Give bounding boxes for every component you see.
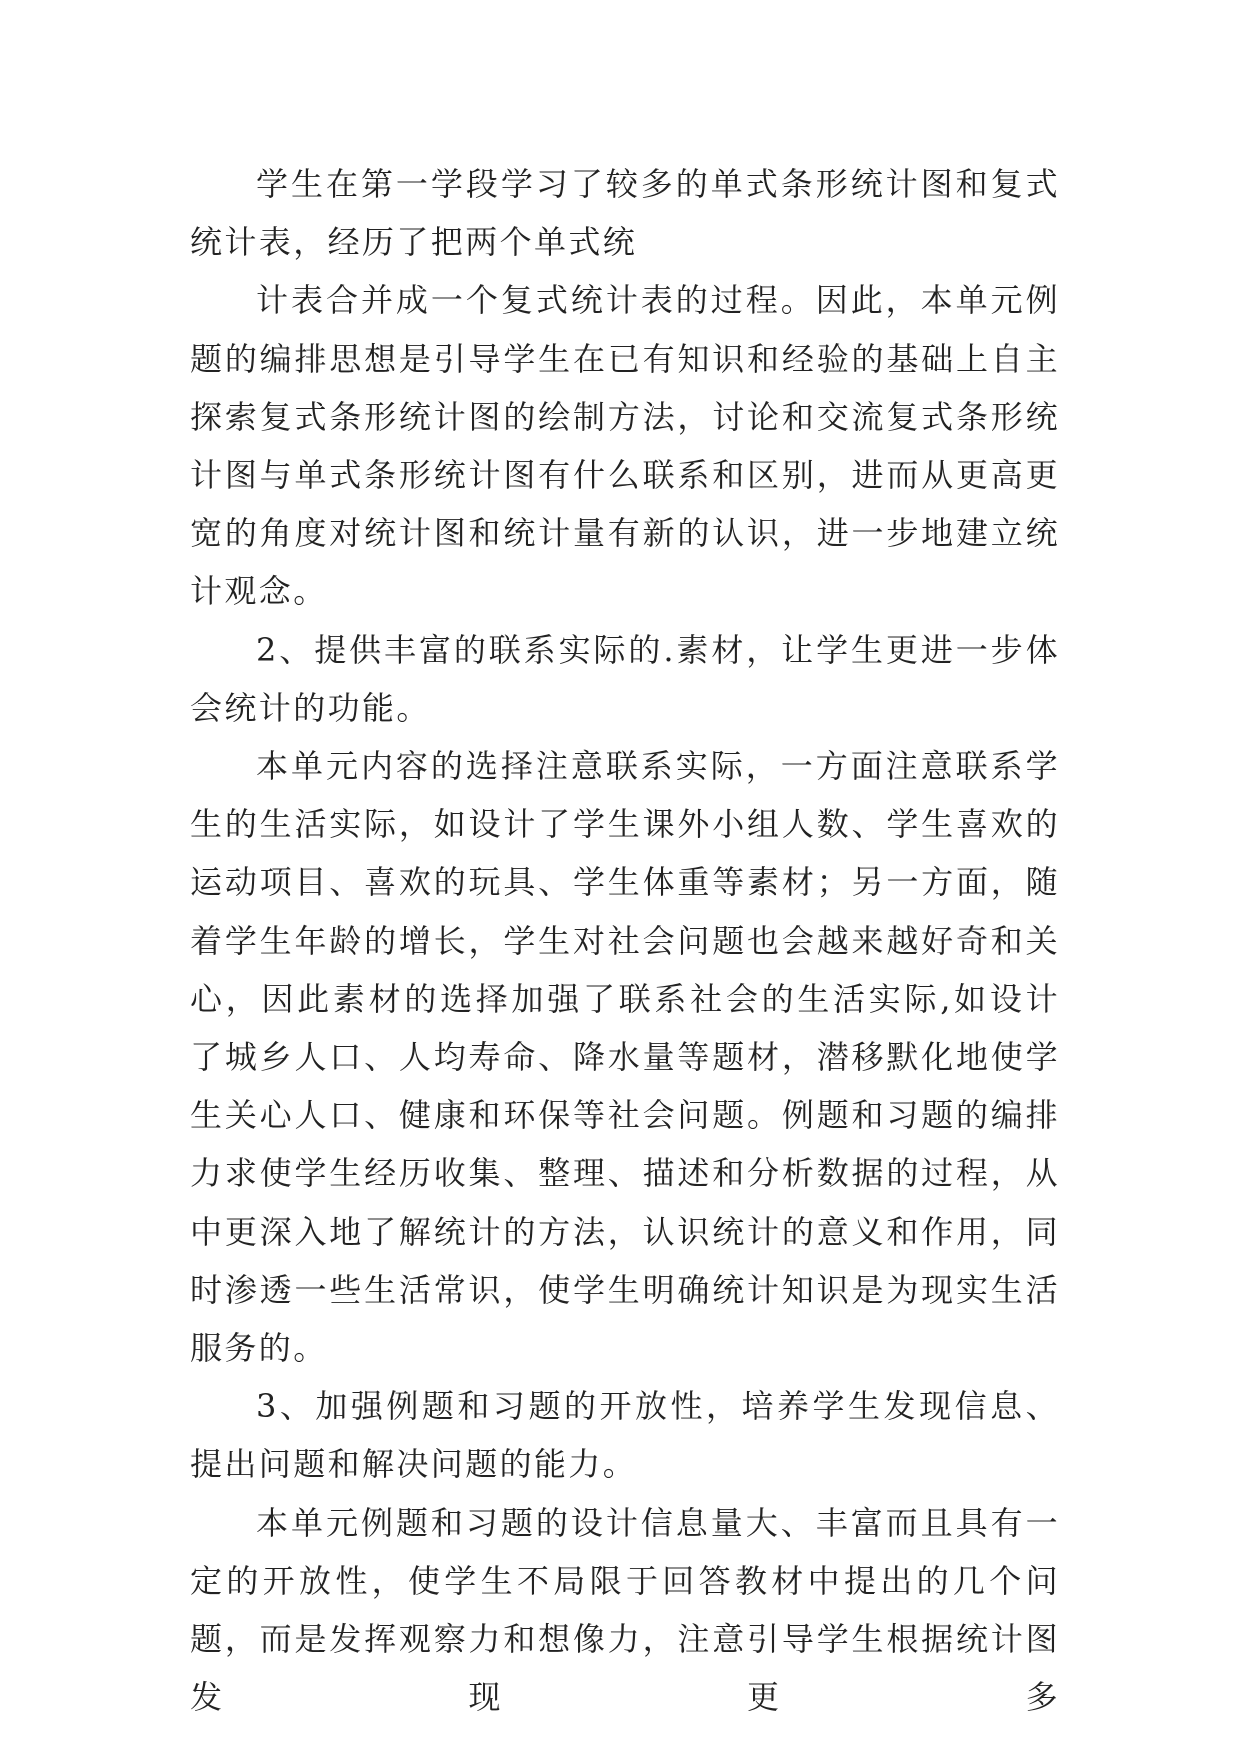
paragraph-1: 学生在第一学段学习了较多的单式条形统计图和复式统计表，经历了把两个单式统: [190, 165, 1060, 262]
paragraph-4: 本单元内容的选择注意联系实际，一方面注意联系学生的生活实际，如设计了学生课外小组人数、学生喜欢的运动项目、喜欢的玩具、学生体重等素材；另一方面，随着学生年龄的增长，学生对社会问题也会越来越好奇和关心，因此素材的选择加强了联系社会的生活实际,如设计了城乡人口、人均寿命、降水量等题材，潜移默化地使学生关心人口、健康和环保等社会问题。例题和习题的编排力求使学生经历收集、整理、描述和分析数据的过程，从中更深入地了解统计的方法，认识统计的意义和作用，同时渗透一些生活常识，使学生明确统计知识是为现实生活服务的。: [190, 747, 1060, 1368]
paragraph-5: 3、加强例题和习题的开放性，培养学生发现信息、提出问题和解决问题的能力。: [190, 1387, 1060, 1484]
paragraph-2: 计表合并成一个复式统计表的过程。因此，本单元例题的编排思想是引导学生在已有知识和经验的基础上自主探索复式条形统计图的绘制方法，讨论和交流复式条形统计图与单式条形统计图有什么联系和区别，进而从更高更宽的角度对统计图和统计量有新的认识，进一步地建立统计观念。: [190, 281, 1060, 611]
paragraph-3: 2、提供丰富的联系实际的.素材，让学生更进一步体会统计的功能。: [190, 630, 1060, 727]
paragraph-6: 本单元例题和习题的设计信息量大、丰富而且具有一定的开放性，使学生不局限于回答教材中提出的几个问题，而是发挥观察力和想像力，注意引导学生根据统计图发现更多: [190, 1503, 1060, 1717]
document-body: [190, 155, 1060, 1726]
